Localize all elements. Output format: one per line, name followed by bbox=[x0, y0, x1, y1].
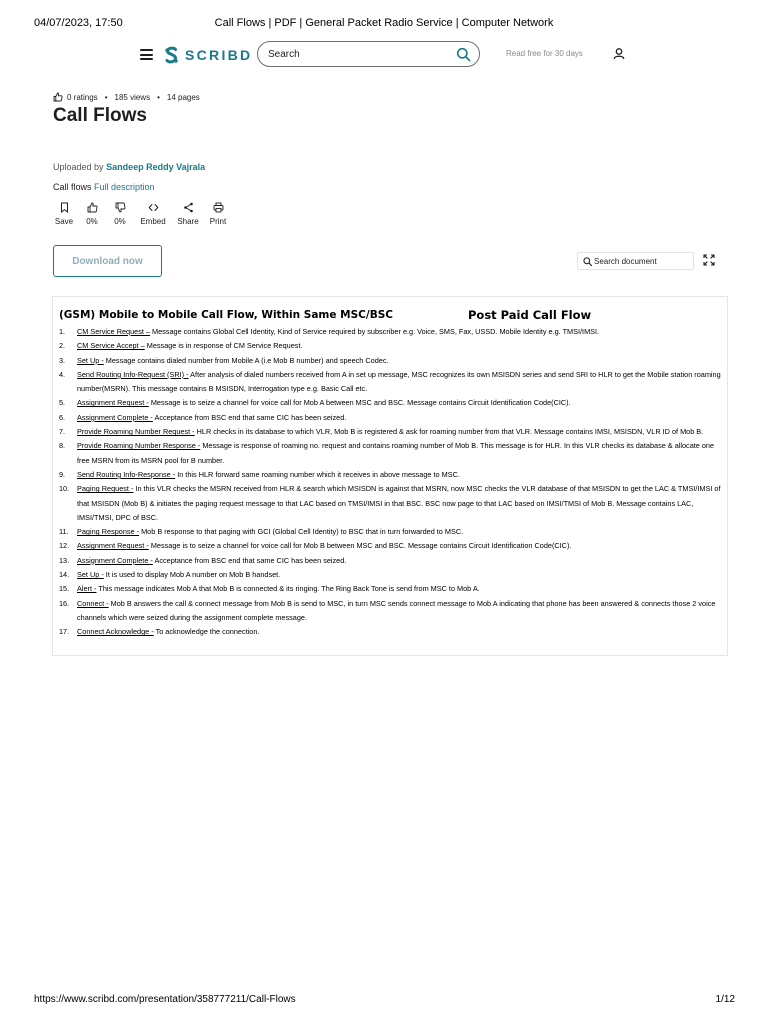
list-item bbox=[59, 439, 723, 468]
user-icon bbox=[608, 43, 630, 65]
list-item-text: Message is response of roaming no. request and contains roaming number of Mob B. This message is for HLR. In this VLR checks its database & allocate one free MSRN from its MSRN pool for B number. bbox=[77, 441, 715, 465]
document-page bbox=[52, 296, 728, 656]
list-item-term: Assignment Complete - bbox=[77, 412, 153, 422]
list-item-number: 2. bbox=[59, 341, 66, 351]
list-item-term: Assignment Request - bbox=[77, 398, 149, 408]
list-item bbox=[59, 396, 723, 410]
list-item-text: Message is to seize a channel for voice call for Mob A between MSC and BSC. Message contains Circuit Identification Code(CIC). bbox=[148, 398, 571, 408]
embed-button[interactable] bbox=[136, 202, 170, 226]
bookmark-icon bbox=[59, 202, 70, 213]
views-count: 185 views bbox=[114, 92, 151, 102]
list-item-number: 1. bbox=[59, 327, 66, 336]
list-item-term: CM Service Request – bbox=[77, 327, 150, 336]
read-free-link[interactable]: Read free for 30 days bbox=[506, 49, 583, 58]
embed-label: Embed bbox=[140, 217, 166, 226]
list-item-text: In this HLR forward same roaming number which it receives in above message to MSC. bbox=[175, 469, 460, 479]
list-item-term: Send Routing Info-Response - bbox=[77, 469, 176, 479]
list-item-number: 14. bbox=[59, 570, 70, 580]
dislike-button[interactable] bbox=[103, 202, 137, 226]
list-item-term: Provide Roaming Number Response - bbox=[77, 441, 201, 451]
top-navigation-bar bbox=[0, 40, 768, 70]
list-item-term: Connect Acknowledge - bbox=[77, 627, 154, 637]
search-input[interactable] bbox=[268, 46, 448, 63]
list-item bbox=[59, 539, 723, 553]
list-item-term: Paging Request - bbox=[77, 484, 134, 494]
list-item-text: This message indicates Mob A that Mob B is connected & its ringing. The Ring Back Tone is send from MSC to Mob A. bbox=[96, 584, 480, 594]
thumbs-down-icon bbox=[115, 202, 126, 213]
uploader-link[interactable]: Sandeep Reddy Vajrala bbox=[106, 162, 206, 172]
list-item-text: Message is in response of CM Service Request. bbox=[144, 341, 303, 351]
list-item-number: 7. bbox=[59, 427, 66, 437]
list-item-text: In this VLR checks the MSRN received from HLR & search which MSISDN is against that MSRN, now MSC checks the VLR database of that MSISDN to get the LAC & TMSI/IMSI of that MSISDN (Mob B) & initiates the paging request message to that LAC based on TMSI/IMSI in that BSC. BSC now page to that LAC based on IMSI/TMSI of Mob B. Message contains LAC, IMSI/TMSI, DPC of BSC. bbox=[77, 484, 721, 522]
description-text: Call flows bbox=[53, 182, 92, 192]
list-item-number: 6. bbox=[59, 412, 66, 422]
list-item bbox=[59, 568, 723, 582]
print-button[interactable] bbox=[201, 202, 235, 226]
thumbs-up-icon bbox=[87, 202, 98, 213]
list-item-text: After analysis of dialed numbers received from A in set up message, MSC recognizes its own MSISDN series and send SRI to HLR to get the Mobile station roaming number(MSRN). This message contains B MSISDN, Interrogation type e.g. Basic Call etc. bbox=[77, 369, 721, 394]
list-item-text: HLR checks in its database to which VLR, Mob B is registered & ask for roaming number from that VLR. Message contains IMSI, MSISDN, VLR ID of Mob B. bbox=[194, 427, 704, 437]
list-item-number: 17. bbox=[59, 627, 70, 637]
list-item bbox=[59, 325, 723, 339]
print-datetime: 04/07/2023, 17:50 bbox=[34, 17, 123, 29]
share-button[interactable] bbox=[171, 202, 205, 226]
thumbs-up-icon bbox=[53, 92, 63, 102]
list-item-term: Assignment Complete - bbox=[77, 555, 153, 565]
list-item-number: 9. bbox=[59, 469, 66, 479]
list-item-number: 5. bbox=[59, 398, 66, 408]
ratings-count: 0 ratings bbox=[67, 92, 98, 102]
fullscreen-icon[interactable] bbox=[703, 254, 715, 266]
list-item-number: 11. bbox=[59, 527, 69, 537]
separator-dot: • bbox=[104, 92, 108, 102]
list-item-text: Message is to seize a channel for voice call for Mob B between MSC and BSC. Message contains Circuit Identification Code(CIC). bbox=[148, 541, 572, 551]
list-item bbox=[59, 425, 723, 439]
code-icon bbox=[148, 202, 159, 213]
full-description-link[interactable]: Full description bbox=[94, 182, 155, 192]
user-account-button[interactable] bbox=[608, 43, 630, 65]
document-heading-left: (GSM) Mobile to Mobile Call Flow, Within Same MSC/BSC bbox=[59, 309, 393, 321]
download-now-button[interactable]: Download now bbox=[53, 245, 162, 277]
list-item-term: Connect - bbox=[77, 598, 109, 608]
save-label: Save bbox=[54, 217, 74, 226]
list-item-term: Send Routing Info-Request (SRI) - bbox=[77, 369, 189, 379]
page-url: https://www.scribd.com/presentation/358777211/Call-Flows bbox=[34, 994, 296, 1005]
list-item-number: 4. bbox=[59, 369, 66, 379]
menu-icon[interactable] bbox=[140, 49, 153, 60]
list-item-term: Set Up - bbox=[77, 355, 104, 365]
uploaded-by bbox=[53, 162, 205, 172]
document-heading-right: Post Paid Call Flow bbox=[468, 308, 592, 322]
document-title: Call Flows bbox=[53, 105, 147, 126]
search-icon bbox=[583, 257, 592, 266]
scribd-logo-icon bbox=[164, 46, 179, 65]
list-item-number: 8. bbox=[59, 441, 66, 451]
list-item-text: It is used to display Mob A number on Mob B handset. bbox=[103, 570, 281, 580]
scribd-logo[interactable] bbox=[164, 44, 252, 66]
list-item-term: CM Service Accept – bbox=[77, 341, 145, 351]
list-item-number: 15. bbox=[59, 584, 70, 594]
list-item-number: 10. bbox=[59, 484, 70, 494]
print-label: Print bbox=[209, 217, 227, 226]
document-search-box[interactable] bbox=[577, 252, 694, 270]
uploaded-by-label: Uploaded by bbox=[53, 162, 104, 172]
list-item-term: Set Up - bbox=[77, 570, 104, 580]
call-flow-steps bbox=[59, 325, 723, 640]
search-icon[interactable] bbox=[456, 47, 471, 62]
search-bar[interactable] bbox=[257, 41, 480, 67]
list-item-term: Alert - bbox=[77, 584, 97, 594]
print-icon bbox=[213, 202, 224, 213]
list-item-text: To acknowledge the connection. bbox=[153, 627, 260, 637]
list-item bbox=[59, 625, 723, 639]
list-item-number: 16. bbox=[59, 598, 70, 608]
print-footer bbox=[0, 994, 768, 1008]
list-item bbox=[59, 368, 723, 397]
document-meta bbox=[53, 92, 200, 102]
print-page-title: Call Flows | PDF | General Packet Radio Service | Computer Network bbox=[214, 17, 554, 29]
list-item-text: Acceptance from BSC end that same CIC has been seized. bbox=[152, 412, 347, 422]
list-item-number: 3. bbox=[59, 355, 66, 365]
list-item bbox=[59, 554, 723, 568]
list-item-text: Acceptance from BSC end that same CIC has been seized. bbox=[152, 555, 347, 565]
pages-count: 14 pages bbox=[166, 92, 200, 102]
list-item bbox=[59, 411, 723, 425]
list-item bbox=[59, 525, 723, 539]
list-item bbox=[59, 468, 723, 482]
list-item-text: Message contains dialed number from Mobile A (i.e Mob B number) and speech Codec. bbox=[103, 355, 389, 365]
list-item-number: 12. bbox=[59, 541, 70, 551]
list-item bbox=[59, 597, 723, 626]
document-description bbox=[53, 182, 155, 192]
list-item-term: Provide Roaming Number Request - bbox=[77, 427, 195, 437]
page-number: 1/12 bbox=[715, 994, 735, 1005]
list-item-text: Mob B answers the call & connect message from Mob B is send to MSC, in turn MSC sends connect message to Mob A indicating that phone has been answered & connects those 2 voice channels which were seized during the assignment complete message. bbox=[77, 598, 716, 622]
list-item bbox=[59, 582, 723, 596]
list-item-text: Message contains Global Cell Identity, Kind of Service required by subscriber e.g. Voice, SMS, Fax, USSD. Mobile Identity e.g. TMSI/IMSI. bbox=[150, 327, 600, 336]
document-heading bbox=[59, 309, 723, 321]
list-item bbox=[59, 482, 723, 525]
list-item-number: 13. bbox=[59, 555, 70, 565]
share-label: Share bbox=[177, 217, 199, 226]
list-item-text: Mob B response to that paging with GCI (Global Cell Identity) to BSC that in turn forwarded to MSC. bbox=[139, 527, 464, 537]
document-search-input[interactable] bbox=[594, 255, 690, 268]
share-icon bbox=[183, 202, 194, 213]
scribd-logo-text: SCRIBD bbox=[185, 47, 253, 63]
list-item-term: Assignment Request - bbox=[77, 541, 149, 551]
list-item bbox=[59, 354, 723, 368]
print-header bbox=[0, 17, 768, 31]
list-item bbox=[59, 339, 723, 353]
dislike-percent: 0% bbox=[114, 217, 126, 226]
separator-dot: • bbox=[157, 92, 160, 102]
like-percent: 0% bbox=[86, 217, 98, 226]
list-item-term: Paging Response - bbox=[77, 527, 140, 537]
